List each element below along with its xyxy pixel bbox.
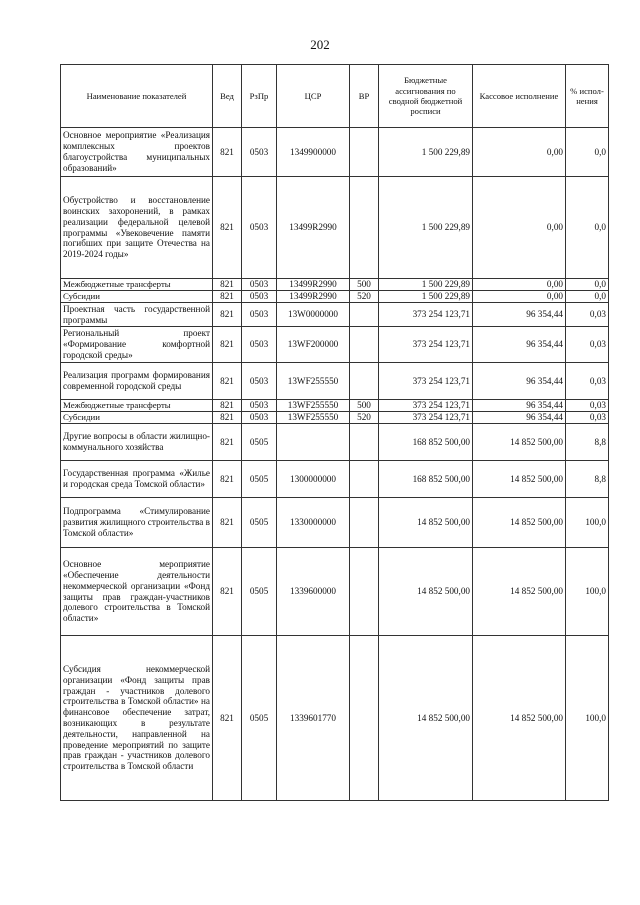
row-name: Субсидии [61, 412, 213, 424]
row-rzpr: 0505 [242, 424, 277, 461]
row-csr: 1330000000 [277, 498, 350, 548]
row-vr: 520 [350, 412, 379, 424]
row-rzpr: 0503 [242, 128, 277, 177]
column-header-percent: % испол-нения [566, 65, 609, 128]
row-ved: 821 [213, 303, 242, 327]
row-assigned: 373 254 123,71 [379, 327, 473, 363]
row-name: Другие вопросы в области жилищно-коммунального хозяйства [61, 424, 213, 461]
table-row [61, 424, 609, 461]
row-name: Проектная часть государственной программы [61, 303, 213, 327]
row-ved: 821 [213, 363, 242, 400]
row-ved: 821 [213, 412, 242, 424]
row-percent: 0,0 [566, 177, 609, 279]
row-name: Основное мероприятие «Реализация комплексных проектов благоустройства муниципальных образований» [61, 128, 213, 177]
row-executed: 0,00 [473, 291, 566, 303]
row-executed: 14 852 500,00 [473, 498, 566, 548]
row-csr: 1349900000 [277, 128, 350, 177]
row-name: Обустройство и восстановление воинских захоронений, в рамках реализации федеральной целевой программы «Увековечение памяти погибших при защите Отечества на 2019-2024 годы» [61, 177, 213, 279]
row-vr [350, 636, 379, 801]
row-percent: 100,0 [566, 548, 609, 636]
row-csr: 13499R2990 [277, 291, 350, 303]
row-rzpr: 0503 [242, 400, 277, 412]
row-assigned: 1 500 229,89 [379, 177, 473, 279]
row-assigned: 14 852 500,00 [379, 548, 473, 636]
row-executed: 14 852 500,00 [473, 424, 566, 461]
row-rzpr: 0503 [242, 412, 277, 424]
row-percent: 0,0 [566, 291, 609, 303]
row-rzpr: 0503 [242, 327, 277, 363]
row-percent: 0,03 [566, 363, 609, 400]
row-executed: 0,00 [473, 279, 566, 291]
row-vr [350, 177, 379, 279]
row-name: Подпрограмма «Стимулирование развития жилищного строительства в Томской области» [61, 498, 213, 548]
column-header-csr: ЦСР [277, 65, 350, 128]
row-vr [350, 424, 379, 461]
row-assigned: 168 852 500,00 [379, 461, 473, 498]
row-name: Основное мероприятие «Обеспечение деятельности некоммерческой организации «Фонд защиты прав граждан-участников долевого строительства в Томской области» [61, 548, 213, 636]
row-csr: 1339600000 [277, 548, 350, 636]
row-ved: 821 [213, 400, 242, 412]
row-executed: 96 354,44 [473, 363, 566, 400]
row-csr: 13499R2990 [277, 279, 350, 291]
table-row [61, 279, 609, 291]
row-percent: 0,03 [566, 327, 609, 363]
table-row [61, 327, 609, 363]
row-assigned: 14 852 500,00 [379, 498, 473, 548]
row-executed: 14 852 500,00 [473, 461, 566, 498]
row-ved: 821 [213, 177, 242, 279]
row-name: Государственная программа «Жилье и городская среда Томской области» [61, 461, 213, 498]
row-executed: 14 852 500,00 [473, 548, 566, 636]
row-vr [350, 303, 379, 327]
row-vr [350, 548, 379, 636]
row-rzpr: 0503 [242, 177, 277, 279]
row-rzpr: 0505 [242, 461, 277, 498]
table-row [61, 461, 609, 498]
row-executed: 96 354,44 [473, 412, 566, 424]
row-assigned: 1 500 229,89 [379, 291, 473, 303]
column-header-ved: Вед [213, 65, 242, 128]
row-vr: 500 [350, 279, 379, 291]
table-row [61, 291, 609, 303]
row-assigned: 373 254 123,71 [379, 363, 473, 400]
row-vr [350, 327, 379, 363]
row-name: Субсидия некоммерческой организации «Фонд защиты прав граждан - участников долевого строительства в Томской области» на финансовое обеспечение затрат, возникающих в результате деятельности, направленной на проведение мероприятий по защите прав граждан - участников долевого строительства в Томской области [61, 636, 213, 801]
row-ved: 821 [213, 636, 242, 801]
row-executed: 14 852 500,00 [473, 636, 566, 801]
row-percent: 100,0 [566, 498, 609, 548]
table-row [61, 498, 609, 548]
row-csr: 13WF200000 [277, 327, 350, 363]
row-percent: 0,03 [566, 412, 609, 424]
row-rzpr: 0503 [242, 363, 277, 400]
header-row [61, 65, 609, 128]
row-executed: 0,00 [473, 177, 566, 279]
row-rzpr: 0505 [242, 636, 277, 801]
table-row [61, 128, 609, 177]
row-csr: 1300000000 [277, 461, 350, 498]
row-executed: 96 354,44 [473, 303, 566, 327]
row-csr: 13499R2990 [277, 177, 350, 279]
row-assigned: 168 852 500,00 [379, 424, 473, 461]
table-row [61, 548, 609, 636]
row-assigned: 373 254 123,71 [379, 303, 473, 327]
table-row [61, 363, 609, 400]
row-ved: 821 [213, 461, 242, 498]
row-assigned: 1 500 229,89 [379, 128, 473, 177]
row-percent: 0,03 [566, 303, 609, 327]
row-rzpr: 0505 [242, 498, 277, 548]
row-vr [350, 498, 379, 548]
row-executed: 96 354,44 [473, 400, 566, 412]
page-number: 202 [310, 37, 330, 52]
row-name: Реализация программ формирования современной городской среды [61, 363, 213, 400]
table-row [61, 303, 609, 327]
column-header-executed: Кассовое исполнение [473, 65, 566, 128]
row-name: Межбюджетные трансферты [61, 279, 213, 291]
row-assigned: 14 852 500,00 [379, 636, 473, 801]
row-percent: 0,0 [566, 128, 609, 177]
row-csr: 13WF255550 [277, 400, 350, 412]
row-vr [350, 461, 379, 498]
row-vr [350, 128, 379, 177]
row-csr: 13WF255550 [277, 412, 350, 424]
row-csr: 13W0000000 [277, 303, 350, 327]
row-executed: 96 354,44 [473, 327, 566, 363]
row-name: Региональный проект «Формирование комфортной городской среды» [61, 327, 213, 363]
row-percent: 100,0 [566, 636, 609, 801]
row-ved: 821 [213, 279, 242, 291]
table-row [61, 412, 609, 424]
table-row [61, 177, 609, 279]
column-header-name: Наименование показателей [61, 65, 213, 128]
row-assigned: 373 254 123,71 [379, 412, 473, 424]
table-row [61, 400, 609, 412]
row-percent: 0,03 [566, 400, 609, 412]
row-csr: 1339601770 [277, 636, 350, 801]
row-vr: 500 [350, 400, 379, 412]
row-name: Межбюджетные трансферты [61, 400, 213, 412]
row-executed: 0,00 [473, 128, 566, 177]
row-ved: 821 [213, 128, 242, 177]
row-rzpr: 0505 [242, 548, 277, 636]
row-ved: 821 [213, 424, 242, 461]
row-percent: 8,8 [566, 424, 609, 461]
row-vr [350, 363, 379, 400]
row-vr: 520 [350, 291, 379, 303]
row-ved: 821 [213, 548, 242, 636]
column-header-rzpr: РзПр [242, 65, 277, 128]
row-assigned: 1 500 229,89 [379, 279, 473, 291]
row-rzpr: 0503 [242, 303, 277, 327]
column-header-assigned: Бюджетные ассигнования по сводной бюджетной росписи [379, 65, 473, 128]
row-csr: 13WF255550 [277, 363, 350, 400]
row-csr [277, 424, 350, 461]
row-ved: 821 [213, 327, 242, 363]
table-row [61, 636, 609, 801]
column-header-vr: ВР [350, 65, 379, 128]
row-percent: 8,8 [566, 461, 609, 498]
row-rzpr: 0503 [242, 291, 277, 303]
row-ved: 821 [213, 291, 242, 303]
budget-table [60, 64, 609, 801]
row-name: Субсидии [61, 291, 213, 303]
row-percent: 0,0 [566, 279, 609, 291]
row-ved: 821 [213, 498, 242, 548]
row-assigned: 373 254 123,71 [379, 400, 473, 412]
row-rzpr: 0503 [242, 279, 277, 291]
